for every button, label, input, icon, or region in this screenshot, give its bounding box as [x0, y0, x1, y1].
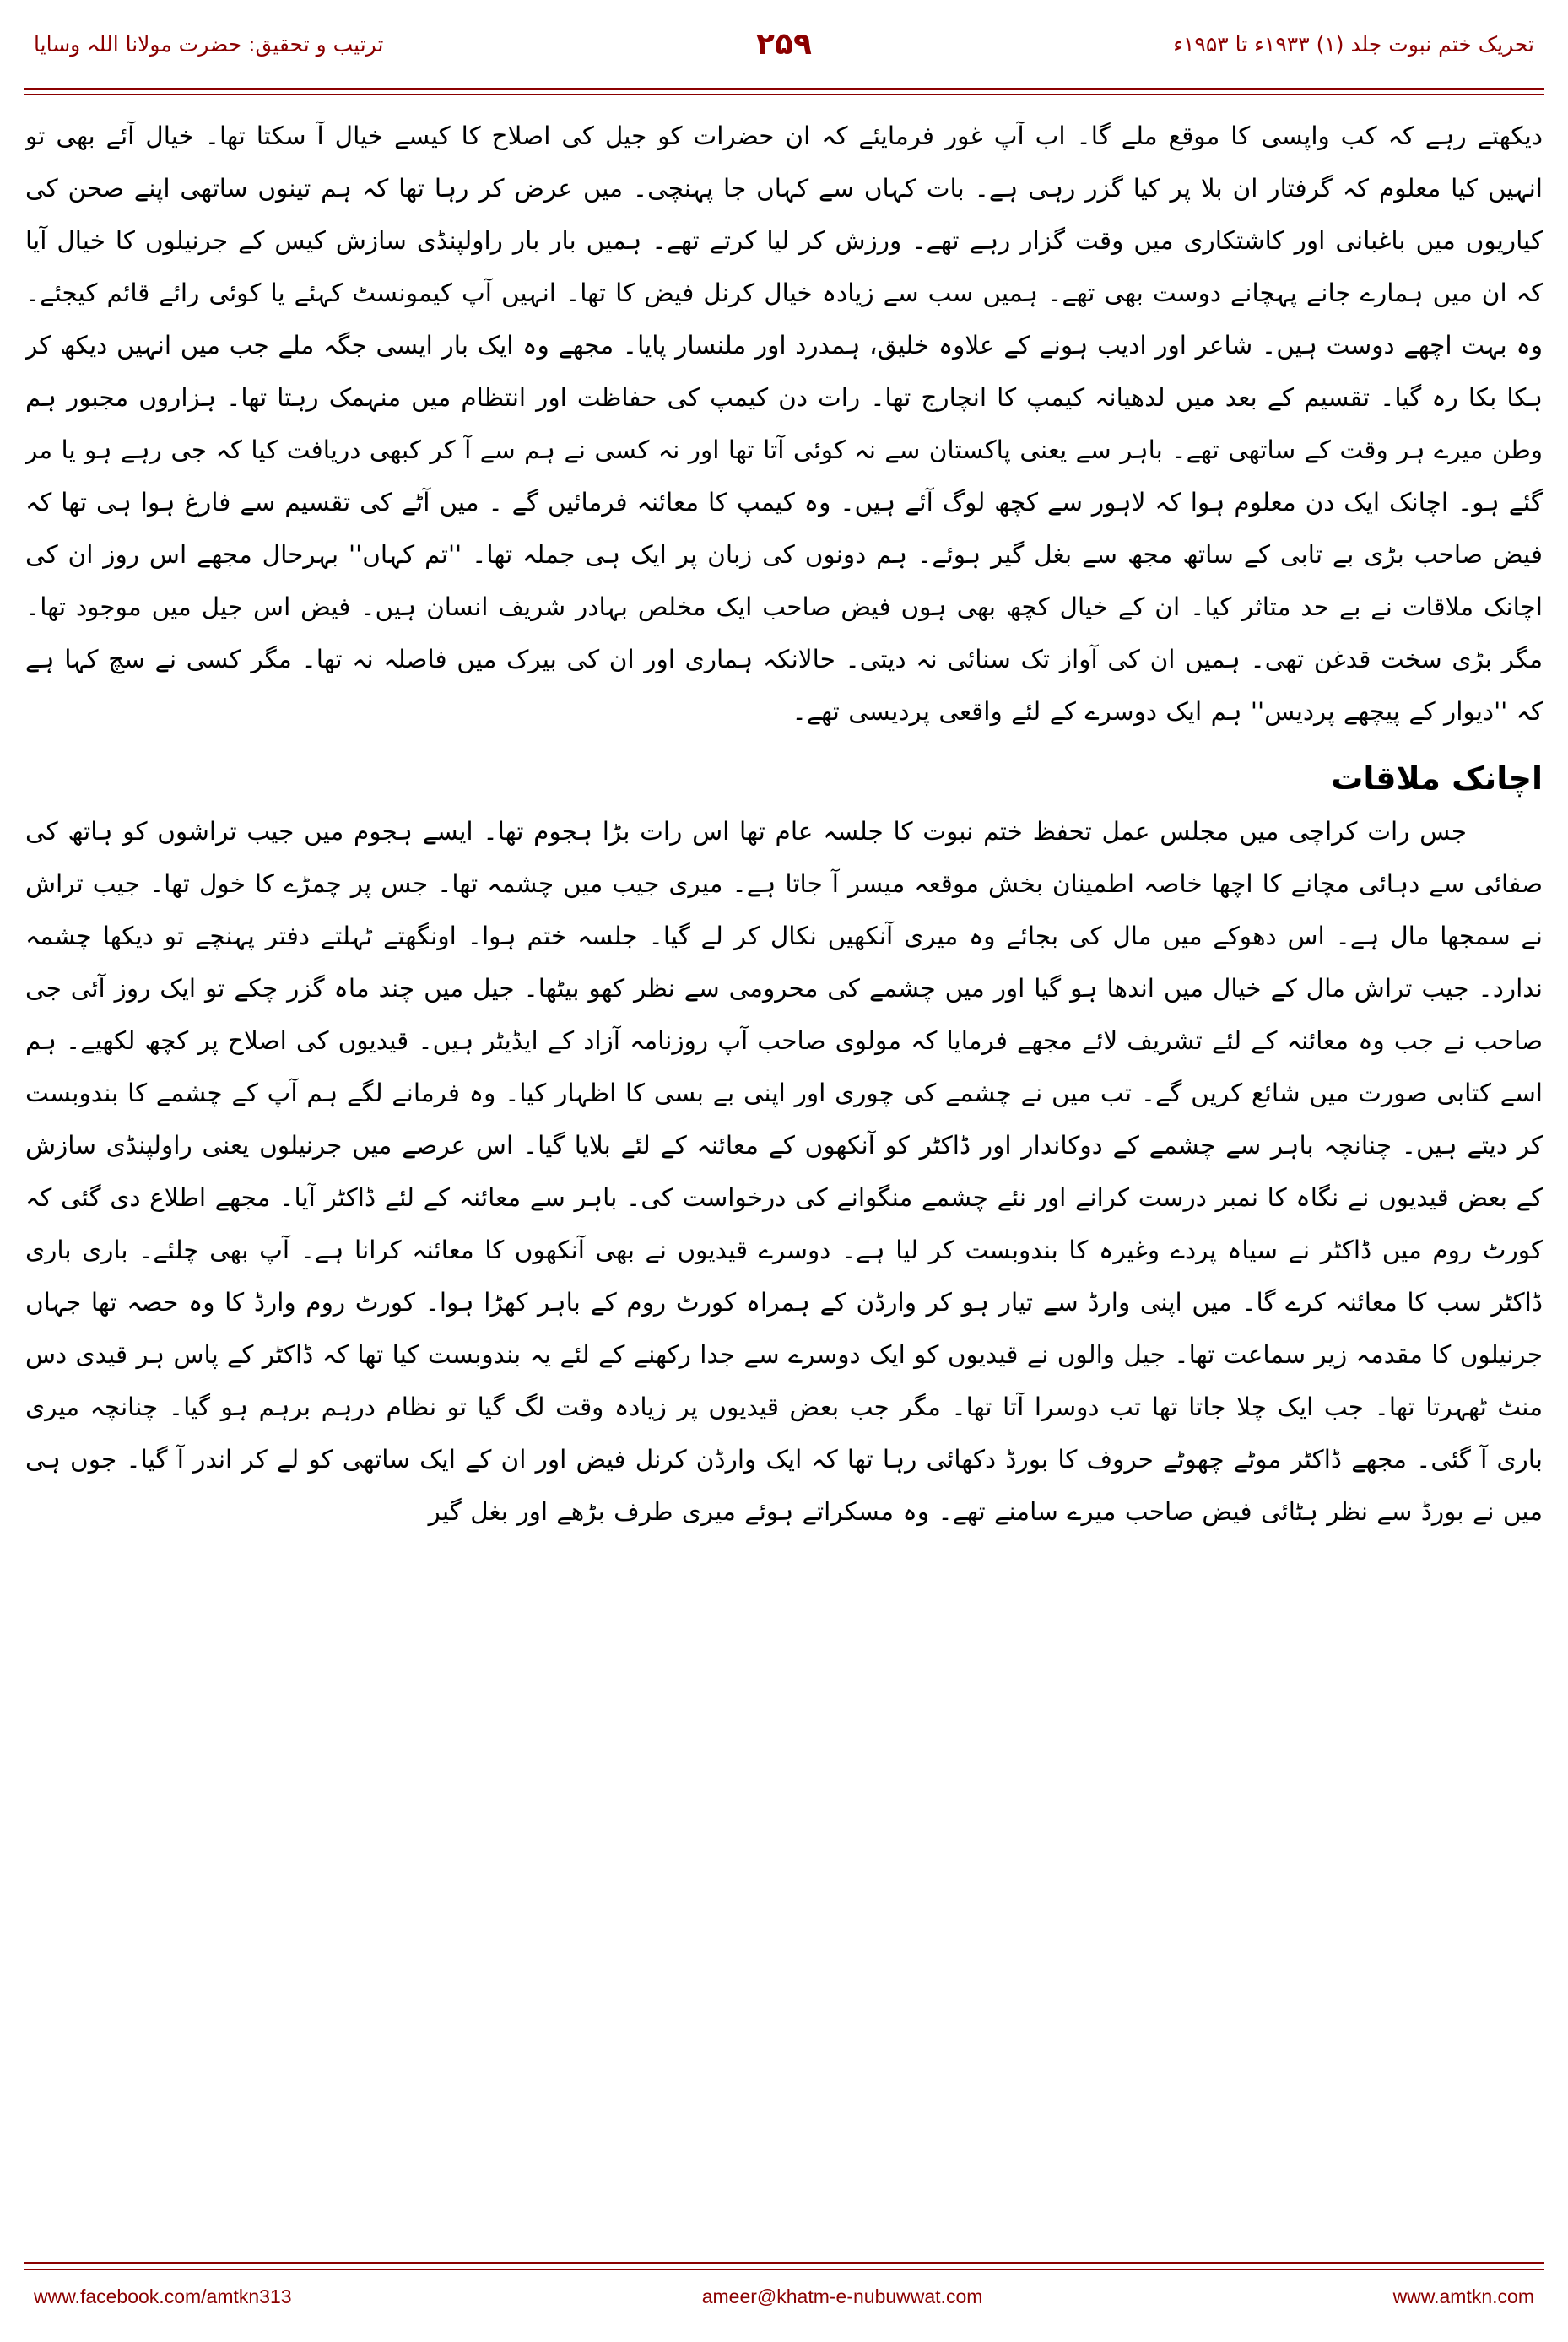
page-footer	[34, 2276, 1534, 2317]
footer-divider-thin	[24, 2269, 1544, 2270]
page-number: ۲۵۹	[756, 27, 812, 62]
section-heading: اچانک ملاقات	[1331, 760, 1543, 797]
footer-website-link[interactable]: www.amtkn.com	[1392, 2285, 1534, 2307]
header-divider-thick	[24, 88, 1544, 90]
header-divider-thin	[24, 94, 1544, 95]
page-body	[25, 110, 1543, 2232]
header-author-credit: ترتیب و تحقیق: حضرت مولانا اللہ وسایا	[34, 32, 384, 57]
footer-facebook-link[interactable]: www.facebook.com/amtkn313	[34, 2285, 292, 2307]
body-paragraph-2: جس رات کراچی میں مجلس عمل تحفظ ختم نبوت کا جلسہ عام تھا اس رات بڑا ہجوم تھا۔ ایسے ہجوم میں جیب تراشوں کو ہاتھ کی صفائی سے دہائی مچانے کا اچھا خاصہ اطمینان بخش موقعہ میسر آ جاتا ہے۔ میری جیب میں چشمہ تھا۔ جس پر چمڑے کا خول تھا۔ جیب تراش نے سمجھا مال ہے۔ اس دھوکے میں مال کی بجائے وہ میری آنکھیں نکال کر لے گیا۔ جلسہ ختم ہوا۔ اونگھتے ٹہلتے دفتر پہنچے تو دیکھا چشمہ ندارد۔ جیب تراش مال کے خیال میں اندھا ہو گیا اور میں چشمے کی محرومی سے نظر کھو بیٹھا۔ جیل میں چند ماہ گزر چکے تو ایک روز آئی جی صاحب نے جب وہ معائنہ کے لئے تشریف لائے مجھے فرمایا کہ مولوی صاحب آپ روزنامہ آزاد کے ایڈیٹر ہیں۔ قیدیوں کی اصلاح پر کچھ لکھیے۔ ہم اسے کتابی صورت میں شائع کریں گے۔ تب میں نے چشمے کی چوری اور اپنی بے بسی کا اظہار کیا۔ وہ فرمانے لگے ہم آپ کے چشمے کا بندوبست کر دیتے ہیں۔ چنانچہ باہر سے چشمے کے دوکاندار اور ڈاکٹر کو آنکھوں کے معائنہ کے لئے بلایا گیا۔ اس عرصے میں جرنیلوں یعنی راولپنڈی سازش کے بعض قیدیوں نے نگاہ کا نمبر درست کرانے اور نئے چشمے منگوانے کی درخواست کی۔ باہر سے معائنہ کے لئے ڈاکٹر آیا۔ مجھے اطلاع دی گئی کہ کورٹ روم میں ڈاکٹر نے سیاہ پردے وغیرہ کا بندوبست کر لیا ہے۔ دوسرے قیدیوں نے بھی آنکھوں کا معائنہ کرانا ہے۔ آپ بھی چلئے۔ باری باری ڈاکٹر سب کا معائنہ کرے گا۔ میں اپنی وارڈ سے تیار ہو کر وارڈن کے ہمراہ کورٹ روم کے باہر کھڑا ہوا۔ کورٹ روم وارڈ کا وہ حصہ تھا جہاں جرنیلوں کا مقدمہ زیر سماعت تھا۔ جیل والوں نے قیدیوں کو ایک دوسرے سے جدا رکھنے کے لئے یہ بندوبست کیا تھا کہ ڈاکٹر کے پاس ہر قیدی دس منٹ ٹھہرتا تھا۔ جب ایک چلا جاتا تھا تب دوسرا آتا تھا۔ مگر جب بعض قیدیوں پر زیادہ وقت لگ گیا تو نظام درہم برہم ہو گیا۔ چنانچہ میری باری آ گئی۔ مجھے ڈاکٹر موٹے چھوٹے حروف کا بورڈ دکھائی رہا تھا کہ ایک وارڈن کرنل فیض اور ان کے ایک ساتھی کو لے کر اندر آ گیا۔ جوں ہی میں نے بورڈ سے نظر ہٹائی فیض صاحب میرے سامنے تھے۔ وہ مسکراتے ہوئے میری طرف بڑھے اور بغل گیر	[25, 817, 1543, 1526]
footer-email-link[interactable]: ameer@khatm-e-nubuwwat.com	[701, 2285, 983, 2307]
footer-divider-thick	[24, 2262, 1544, 2264]
body-paragraph-1: دیکھتے رہے کہ کب واپسی کا موقع ملے گا۔ اب آپ غور فرمایئے کہ ان حضرات کو جیل کی اصلاح کا کیسے خیال آ سکتا تھا۔ خیال آئے بھی تو انہیں کیا معلوم کہ گرفتار ان بلا پر کیا گزر رہی ہے۔ بات کہاں سے کہاں جا پہنچی۔ میں عرض کر رہا تھا کہ ہم تینوں ساتھی اپنے صحن کی کیاریوں میں باغبانی اور کاشتکاری میں وقت گزار رہے تھے۔ ورزش کر لیا کرتے تھے۔ ہمیں بار بار راولپنڈی سازش کیس کے جرنیلوں کا خیال آیا کہ ان میں ہمارے جانے پہچانے دوست بھی تھے۔ ہمیں سب سے زیادہ خیال کرنل فیض کا تھا۔ انہیں آپ کیمونسٹ کہئے یا کوئی رائے قائم کیجئے۔ وہ بہت اچھے دوست ہیں۔ شاعر اور ادیب ہونے کے علاوہ خلیق، ہمدرد اور ملنسار پایا۔ مجھے وہ ایک بار ایسی جگہ ملے جب میں انہیں دیکھ کر ہکا بکا رہ گیا۔ تقسیم کے بعد میں لدھیانہ کیمپ کا انچارج تھا۔ رات دن کیمپ کی حفاظت اور انتظام میں منہمک رہتا تھا۔ ہزاروں مجبور ہم وطن میرے ہر وقت کے ساتھی تھے۔ باہر سے یعنی پاکستان سے نہ کوئی آتا تھا اور نہ کسی نے ہم سے آ کر کبھی دریافت کیا کہ جی رہے ہو یا مر گئے ہو۔ اچانک ایک دن معلوم ہوا کہ لاہور سے کچھ لوگ آئے ہیں۔ وہ کیمپ کا معائنہ فرمائیں گے ۔ میں آٹے کی تقسیم سے فارغ ہوا ہی تھا کہ فیض صاحب بڑی بے تابی کے ساتھ مجھ سے بغل گیر ہوئے۔ ہم دونوں کی زبان پر ایک ہی جملہ تھا۔ ''تم کہاں'' بہرحال مجھے اس روز ان کی اچانک ملاقات نے بے حد متاثر کیا۔ ان کے خیال کچھ بھی ہوں فیض صاحب ایک مخلص بہادر شریف انسان ہیں۔ فیض اس جیل میں موجود تھا۔ مگر بڑی سخت قدغن تھی۔ ہمیں ان کی آواز تک سنائی نہ دیتی۔ حالانکہ ہماری اور ان کی بیرک میں فاصلہ نہ تھا۔ مگر کسی نے سچ کہا ہے کہ ''دیوار کے پیچھے پردیس'' ہم ایک دوسرے کے لئے واقعی پردیسی تھے۔	[25, 122, 1543, 726]
header-book-title: تحریک ختم نبوت جلد (۱) ۱۹۳۳ء تا ۱۹۵۳ء	[1173, 32, 1534, 57]
